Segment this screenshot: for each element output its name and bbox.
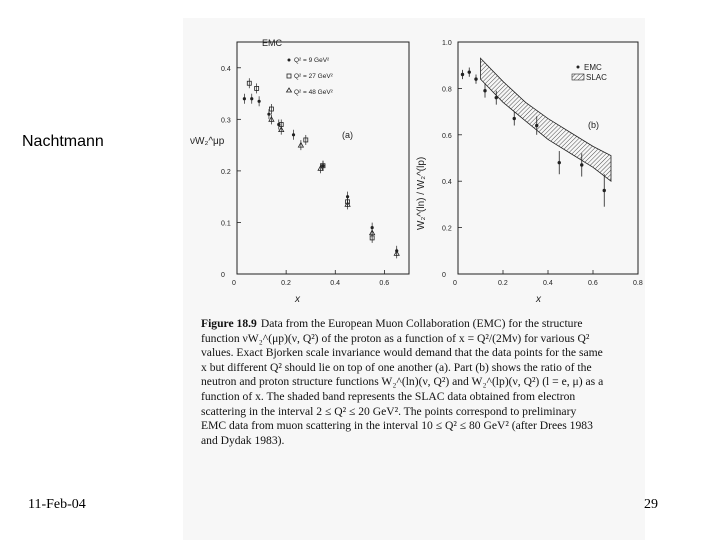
caption-line-7: scattering in the interval 2 ≤ Q² ≤ 20 GeV². The points correspond to preliminary bbox=[201, 404, 577, 418]
panel-a-xlabel: x bbox=[295, 294, 300, 305]
panel-a-xtick-label: 0.2 bbox=[281, 280, 291, 287]
panel-b-point bbox=[603, 189, 606, 192]
panel-a-point bbox=[250, 97, 253, 100]
caption-line-5: neutron and proton structure functions W₂^(ln)(ν, Q²) and W₂^(lp)(ν, Q²) (l = e, μ) as a bbox=[201, 375, 604, 389]
caption-line-1: Figure 18.9 Data from the European Muon Collaboration (EMC) for the structure bbox=[201, 317, 583, 330]
caption-line-3: values. Exact Bjorken scale invariance would demand that the data points for the same bbox=[201, 346, 603, 360]
panel-a-point bbox=[267, 113, 270, 116]
panel-a-title: EMC bbox=[262, 38, 282, 48]
caption-line-8: EMC data from muon scattering in the interval 10 ≤ Q² ≤ 80 GeV² (after Drees 1983 bbox=[201, 419, 593, 433]
figure-number: Figure 18.9 bbox=[201, 317, 257, 330]
slide-page-number: 29 bbox=[644, 497, 658, 512]
panel-a-xtick-label: 0 bbox=[232, 280, 236, 287]
caption-line-2: function νW₂^(μp)(ν, Q²) of the proton as a function of x = Q²/(2Mν) for various Q² bbox=[201, 331, 590, 345]
panel-b-point bbox=[580, 163, 583, 166]
caption-line-6: function of x. The shaded band represents the SLAC data obtained from electron bbox=[201, 389, 576, 403]
slide-author: Nachtmann bbox=[22, 133, 104, 150]
slide-date: 11-Feb-04 bbox=[28, 497, 86, 512]
panel-b-ytick-label: 1.0 bbox=[442, 40, 452, 47]
panel-a-legend-2: Q² = 27 GeV² bbox=[294, 73, 333, 80]
panel-a-ylabel: νW₂^μp bbox=[190, 136, 225, 147]
panel-b-point bbox=[513, 117, 516, 120]
panel-a-ytick-label: 0 bbox=[221, 272, 225, 279]
panel-a-point bbox=[292, 133, 295, 136]
figure-caption bbox=[201, 317, 641, 448]
panel-a-point bbox=[258, 100, 261, 103]
panel-b-point bbox=[495, 96, 498, 99]
panel-b-xtick-label: 0.4 bbox=[543, 280, 553, 287]
panel-b-ytick-label: 0.8 bbox=[442, 86, 452, 94]
panel-b-point bbox=[535, 124, 538, 127]
panel-a-ytick-label: 0.2 bbox=[221, 168, 231, 176]
panel-b-xtick-label: 0 bbox=[453, 280, 457, 287]
panel-b-point bbox=[483, 89, 486, 92]
panel-a-ytick-label: 0.3 bbox=[221, 117, 231, 125]
panel-a-xtick-label: 0.6 bbox=[379, 280, 390, 287]
panel-a-xtick-label: 0.4 bbox=[330, 280, 341, 287]
caption-line-9: and Dydak 1983). bbox=[201, 433, 285, 447]
panel-b-point bbox=[558, 161, 561, 164]
panel-b-legend-2: SLAC bbox=[586, 73, 607, 82]
panel-a-point bbox=[243, 97, 246, 100]
panel-a-legend-3: Q² = 48 GeV² bbox=[294, 89, 333, 96]
panel-a-legend-1: Q² = 9 GeV² bbox=[294, 57, 330, 64]
panel-a-point bbox=[277, 123, 280, 126]
panel-b-point bbox=[461, 73, 464, 76]
panel-b-label: (b) bbox=[588, 120, 599, 130]
panel-a-ytick-label: 0.1 bbox=[221, 220, 231, 228]
caption-line-4: x but different Q² should lie on top of one another (a). Part (b) shows the ratio of the bbox=[201, 360, 592, 374]
panel-a-legend-marker-2 bbox=[287, 74, 291, 78]
panel-b-point bbox=[474, 77, 477, 80]
panel-a-label: (a) bbox=[342, 130, 353, 140]
panel-b-point bbox=[468, 70, 471, 73]
panel-b-legend-marker-2 bbox=[572, 74, 584, 80]
panel-b-legend-marker-1 bbox=[577, 66, 580, 69]
panel-b-legend-1: EMC bbox=[584, 63, 602, 72]
panel-b-xtick-label: 0.6 bbox=[588, 280, 598, 287]
panel-b-ylabel: W₂^(ln) / W₂^(lp) bbox=[416, 156, 427, 230]
panel-a-ytick-label: 0.4 bbox=[221, 65, 231, 73]
panel-b-xtick-label: 0.2 bbox=[498, 280, 508, 287]
panel-b-ytick-label: 0.2 bbox=[442, 225, 452, 233]
panel-b-ytick-label: 0.4 bbox=[442, 179, 452, 187]
panel-b-ytick-label: 0.6 bbox=[442, 132, 452, 140]
panel-a-legend-marker-3 bbox=[287, 88, 292, 92]
panel-b-xtick-label: 0.8 bbox=[633, 280, 643, 287]
panel-b-ytick-label: 0 bbox=[442, 272, 446, 279]
panel-b-xlabel: x bbox=[536, 294, 541, 305]
panel-a-legend-marker-1 bbox=[288, 59, 291, 62]
